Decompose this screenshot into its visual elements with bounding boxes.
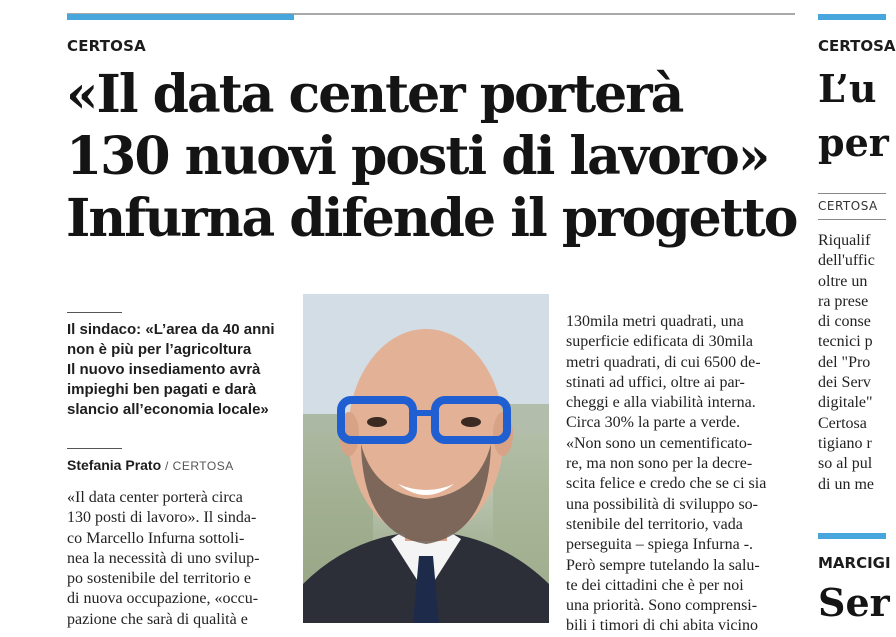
text-line: po sostenibile del territorio e (67, 570, 251, 588)
side-headline (818, 62, 889, 170)
text-line: oltre un (818, 272, 868, 290)
text-line: di nuova occupazione, «occu- (67, 590, 259, 608)
text-line: dell'uffic (818, 252, 875, 270)
bottom-teaser-kicker: MARCIGI (818, 554, 891, 572)
headline-line: «Il data center porterà (66, 64, 683, 125)
side-article (818, 0, 896, 629)
byline-separator: / (161, 459, 173, 473)
text-line: co Marcello Infurna sottoli- (67, 529, 245, 547)
text-line: stinati ad uffici, oltre ai par- (566, 373, 745, 391)
text-line: tecnici p (818, 333, 873, 351)
side-label-rule (818, 193, 886, 194)
text-line: te dei cittadini che è per noi (566, 576, 744, 594)
byline-rule (67, 448, 122, 449)
headline-line: 130 nuovi posti di lavoro» (66, 126, 769, 187)
byline-author: Stefania Prato (67, 457, 162, 473)
text-line: perseguita – spiega Infurna -. (566, 536, 754, 554)
text-line: Riqualif (818, 232, 871, 249)
text-line: una priorità. Sono comprensi- (566, 597, 758, 615)
mayor-photo (303, 294, 549, 623)
portrait-illustration (303, 294, 549, 623)
subhead-line: slancio all’economia locale» (67, 401, 269, 418)
byline (67, 457, 234, 473)
text-line: una possibilità di sviluppo so- (566, 495, 758, 513)
subhead-rule (67, 312, 122, 313)
text-line: ra prese (818, 292, 869, 310)
text-line: dei Serv (818, 374, 871, 392)
text-line: 130 posti di lavoro». Il sinda- (67, 509, 257, 527)
text-line: cheggi e alla viabilità interna. (566, 394, 756, 412)
text-line: nea la necessità di uno svilup- (67, 549, 260, 567)
side-label-rule-bottom (818, 219, 886, 220)
text-line: stenibile del territorio, vada (566, 515, 743, 533)
headline (66, 64, 796, 250)
text-line: bili i timori di chi abita vicino (566, 617, 758, 635)
side-headline-line: L’u (818, 66, 877, 111)
headline-line: Infurna difende il progetto (66, 188, 797, 249)
bottom-teaser-accent-bar (818, 533, 886, 539)
text-line: digitale" (818, 394, 873, 412)
byline-place: CERTOSA (172, 459, 234, 473)
text-line: di un me (818, 475, 874, 493)
text-line: superficie edificata di 30mila (566, 333, 754, 351)
text-line: del "Pro (818, 353, 871, 371)
subhead (67, 320, 297, 420)
article-column-1 (67, 488, 295, 630)
text-line: «Non sono un cementificato- (566, 434, 753, 452)
side-section-kicker: CERTOSA (818, 37, 896, 55)
section-kicker: CERTOSA (67, 37, 146, 55)
text-line: Però sempre tutelando la salu- (566, 556, 760, 574)
bottom-teaser-headline: Ser (818, 580, 890, 625)
text-line: pazione che sarà di qualità e (67, 610, 248, 628)
text-line: metri quadrati, di cui 6500 de- (566, 353, 761, 371)
text-line: scita felice e credo che se ci sia (566, 475, 767, 493)
text-line: «Il data center porterà circa (67, 489, 243, 506)
subhead-line: impieghi ben pagati e darà (67, 381, 257, 398)
side-article-text (818, 231, 875, 495)
text-line: re, ma non sono per la decre- (566, 455, 753, 473)
article-column-2 (566, 312, 795, 637)
text-line: Certosa (818, 414, 867, 432)
side-label: CERTOSA (818, 199, 878, 213)
subhead-line: Il sindaco: «L’area da 40 anni (67, 321, 275, 338)
text-line: 130mila metri quadrati, una (566, 313, 744, 330)
top-accent-bar (67, 14, 294, 20)
text-line: di conse (818, 313, 871, 331)
text-line: tigiano r (818, 434, 872, 452)
text-line: so al pul (818, 455, 873, 473)
side-headline-line: per (818, 120, 889, 165)
subhead-line: non è più per l’agricoltura (67, 341, 252, 358)
text-line: Circa 30% la parte a verde. (566, 414, 741, 432)
subhead-line: Il nuovo insediamento avrà (67, 361, 261, 378)
